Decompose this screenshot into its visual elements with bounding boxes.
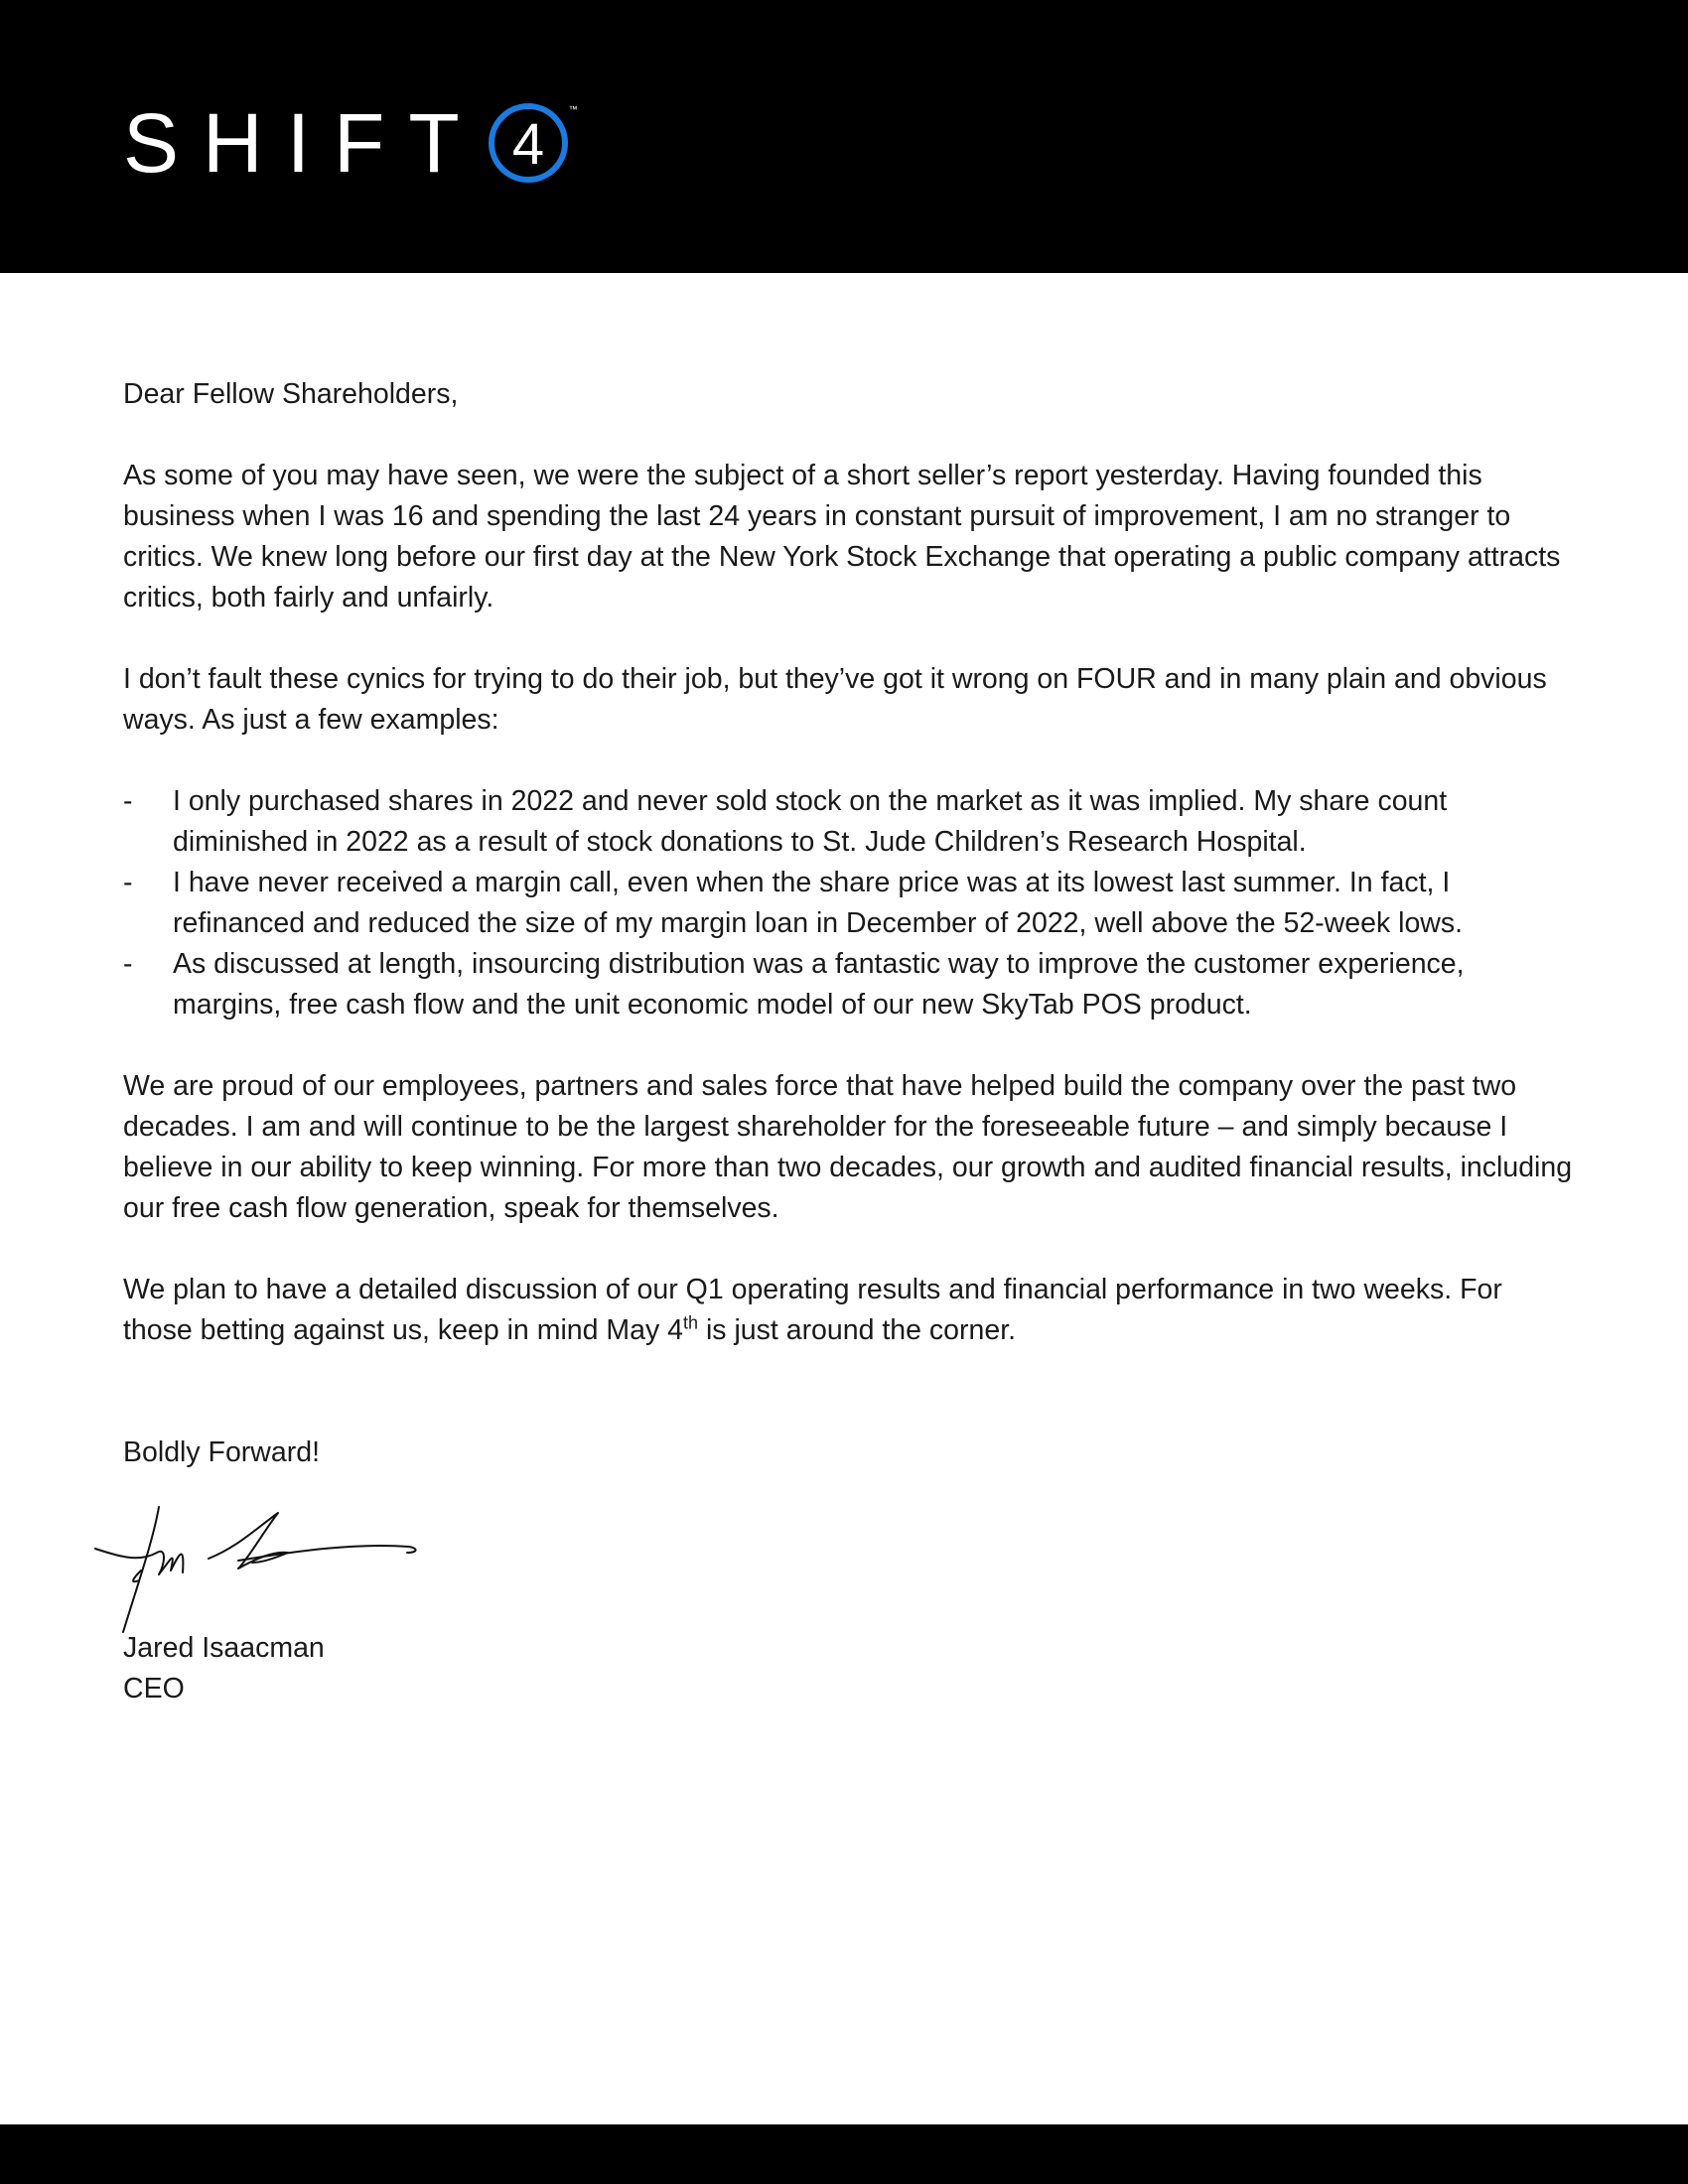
- closing: Boldly Forward!: [123, 1436, 320, 1468]
- paragraph-4-end: is just around the corner.: [698, 1314, 1017, 1346]
- signer-title: CEO: [123, 1673, 185, 1705]
- header-band: [0, 0, 1688, 273]
- paragraph-4-text: We plan to have a detailed discussion of our Q1 operating results and financial performance in two weeks. For those betting against us, keep in mind May 4: [123, 1274, 1502, 1346]
- paragraph-1: As some of you may have seen, we were the subject of a short seller’s report yesterday. Having founded this business when I was 16 and spending the last 24 years in constant pursuit of improvement, I am no stranger to critics. We knew long before our first day at the New York Stock Exchange that operating a public company attracts critics, both fairly and unfairly.: [123, 460, 1561, 614]
- bullet-text: I have never received a margin call, even when the share price was at its lowest last summer. In fact, I refinanced and reduced the size of my margin loan in December of 2022, well above the 52-week lows.: [173, 867, 1464, 939]
- paragraph-3: We are proud of our employees, partners and sales force that have helped build the company over the past two decades. I am and will continue to be the largest shareholder for the foreseeable future – and simply because I believe in our ability to keep winning. For more than two decades, our growth and audited financial results, including our free cash flow generation, speak for themselves.: [123, 1070, 1573, 1224]
- examples-list: [123, 781, 1573, 1025]
- paragraph-2: I don’t fault these cynics for trying to do their job, but they’ve got it wrong on FOUR and in many plain and obvious ways. As just a few examples:: [123, 663, 1547, 736]
- logo-wordmark: SHIFT: [123, 96, 484, 190]
- bullet-dash: -: [123, 948, 133, 980]
- paragraph-4: [123, 1270, 1573, 1351]
- bullet-dash: -: [123, 785, 133, 817]
- list-item: [123, 781, 1573, 863]
- ordinal-suffix: th: [683, 1312, 699, 1333]
- bullet-dash: -: [123, 867, 133, 898]
- list-item: [123, 944, 1573, 1025]
- logo-ring-icon: [488, 102, 578, 184]
- signer-block: [123, 1628, 325, 1709]
- signer-name: Jared Isaacman: [123, 1632, 325, 1664]
- signature-icon: [89, 1501, 467, 1640]
- bullet-text: As discussed at length, insourcing distribution was a fantastic way to improve the customer experience, margins, free cash flow and the unit economic model of our new SkyTab POS product.: [173, 948, 1465, 1021]
- list-item: [123, 863, 1573, 944]
- bullet-text: I only purchased shares in 2022 and never sold stock on the market as it was implied. My share count diminished in 2022 as a result of stock donations to St. Jude Children’s Research Hospital.: [173, 785, 1448, 858]
- shift4-logo: [123, 96, 578, 190]
- salutation: Dear Fellow Shareholders,: [123, 378, 459, 410]
- letter-body: [123, 374, 1573, 1473]
- logo-digit: 4: [511, 112, 544, 177]
- footer-band: [0, 2124, 1688, 2184]
- logo-trademark: ™: [568, 104, 578, 114]
